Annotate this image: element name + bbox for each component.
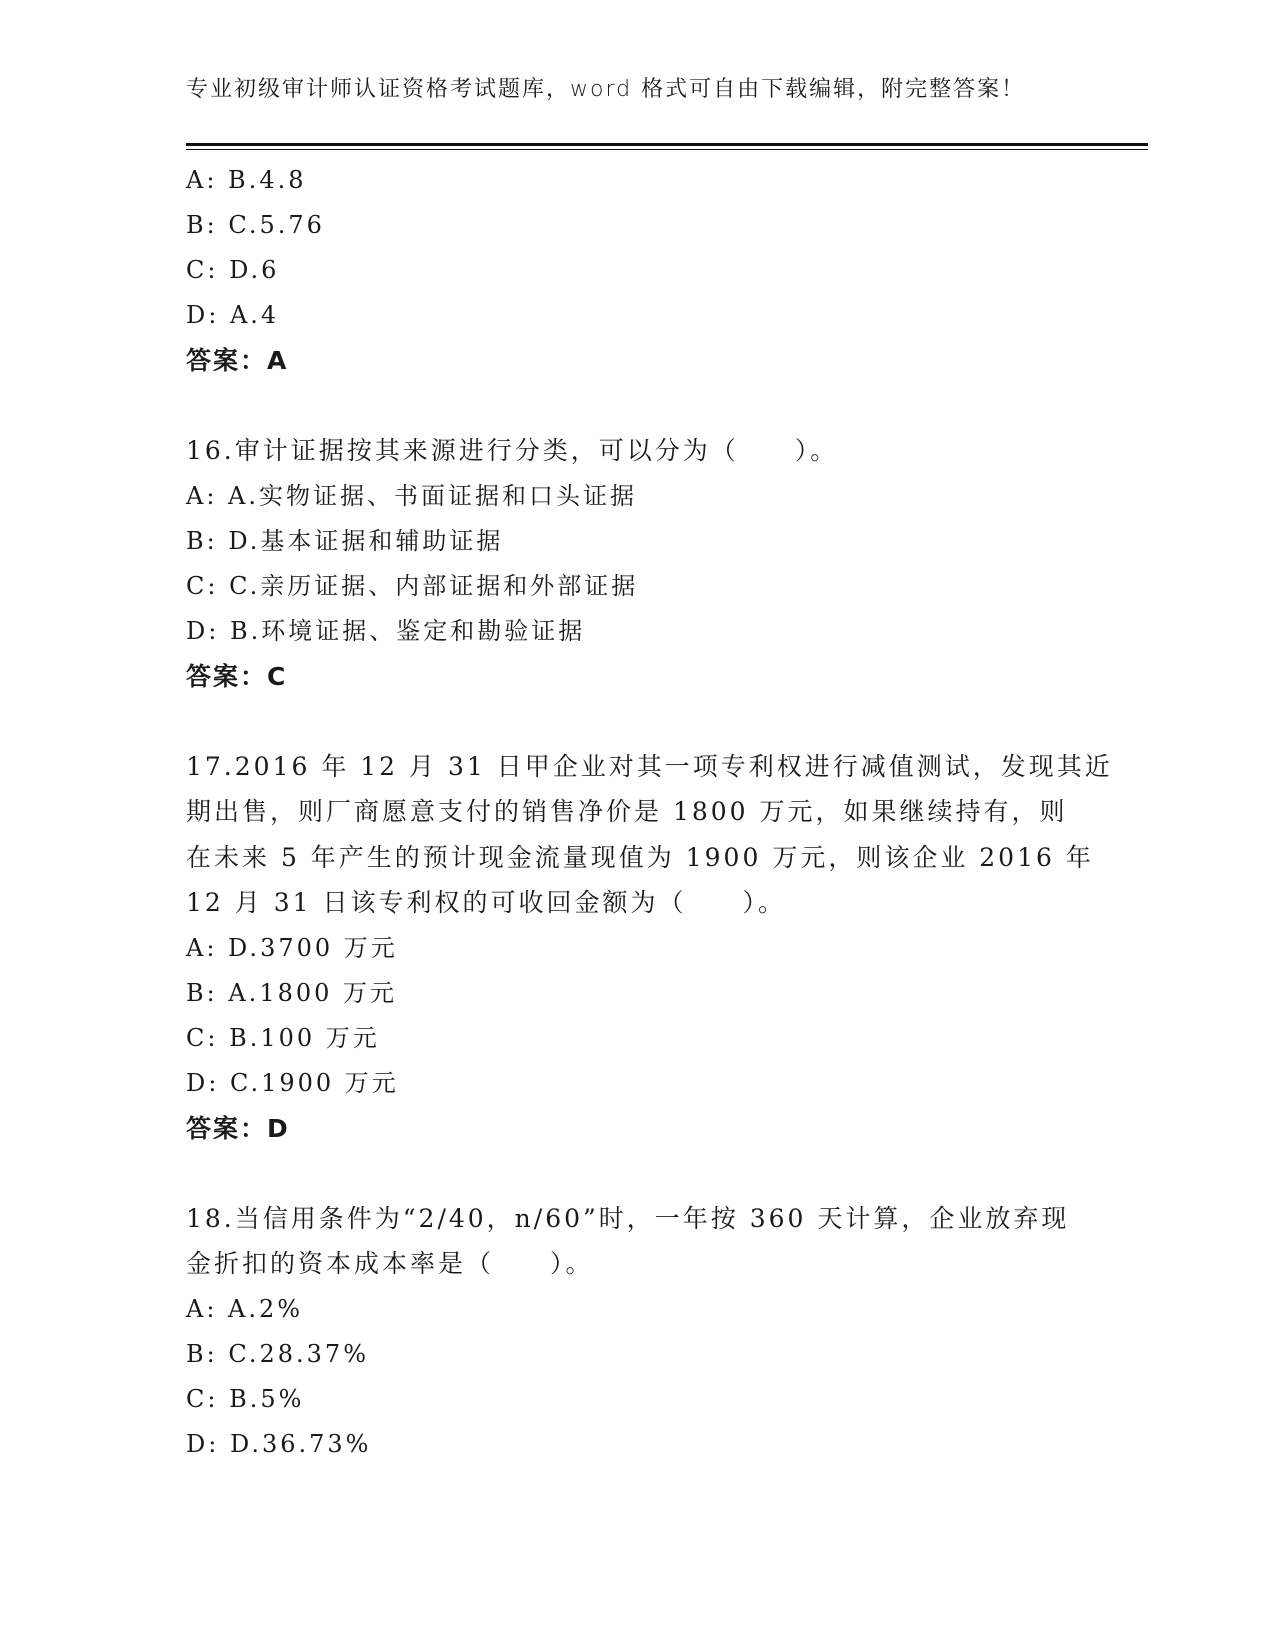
option-a: A: B.4.8 xyxy=(186,166,307,194)
stem-line: 17.2016 年 12 月 31 日甲企业对其一项专利权进行减值测试，发现其近 xyxy=(186,751,1113,781)
option-a: A: A.实物证据、书面证据和口头证据 xyxy=(186,481,638,510)
option-d: D: B.环境证据、鉴定和勘验证据 xyxy=(186,616,586,645)
question-18 xyxy=(186,1196,1086,1467)
option-c: C: B.100 万元 xyxy=(186,1023,380,1052)
option-d: D: A.4 xyxy=(186,301,280,329)
option-a: A: A.2% xyxy=(186,1294,304,1323)
question-stem xyxy=(186,428,1086,474)
option-c: C: B.5% xyxy=(186,1384,305,1413)
option-c: C: D.6 xyxy=(186,256,280,284)
answer: 答案：A xyxy=(186,346,289,375)
answer: 答案：C xyxy=(186,661,288,691)
answer: 答案：D xyxy=(186,1113,290,1143)
stem-line: 在未来 5 年产生的预计现金流量现值为 1900 万元，则该企业 2016 年 xyxy=(186,842,1094,872)
stem-line: 12 月 31 日该专利权的可收回金额为（ ）。 xyxy=(186,888,786,917)
document-body xyxy=(186,158,1113,1467)
header-rule-thick xyxy=(186,143,1148,146)
stem-line: 期出售，则厂商愿意支付的销售净价是 1800 万元，如果继续持有，则 xyxy=(186,797,1068,826)
question-stem xyxy=(186,744,1113,926)
question-17 xyxy=(186,744,1113,1151)
header-rule-thin xyxy=(186,149,1148,150)
option-b: B: C.28.37% xyxy=(186,1339,369,1368)
question-15-tail xyxy=(186,158,1086,383)
option-b: B: A.1800 万元 xyxy=(186,978,398,1007)
spacer xyxy=(186,383,1086,428)
option-d: D: D.36.73% xyxy=(186,1429,372,1458)
question-16 xyxy=(186,428,1086,699)
spacer xyxy=(186,699,1086,744)
option-b: B: D.基本证据和辅助证据 xyxy=(186,526,504,555)
stem-line: 16.审计证据按其来源进行分类，可以分为（ ）。 xyxy=(186,436,839,465)
option-c: C: C.亲历证据、内部证据和外部证据 xyxy=(186,571,639,600)
stem-line: 18.当信用条件为“2/40，n/60”时，一年按 360 天计算，企业放弃现 xyxy=(186,1203,1070,1233)
spacer xyxy=(186,1151,1086,1196)
stem-line: 金折扣的资本成本率是（ ）。 xyxy=(186,1249,594,1278)
page-header: 专业初级审计师认证资格考试题库，word 格式可自由下载编辑，附完整答案！ xyxy=(186,77,1026,102)
question-stem xyxy=(186,1196,1086,1287)
option-d: D: C.1900 万元 xyxy=(186,1068,399,1097)
option-b: B: C.5.76 xyxy=(186,211,325,239)
option-a: A: D.3700 万元 xyxy=(186,933,398,962)
